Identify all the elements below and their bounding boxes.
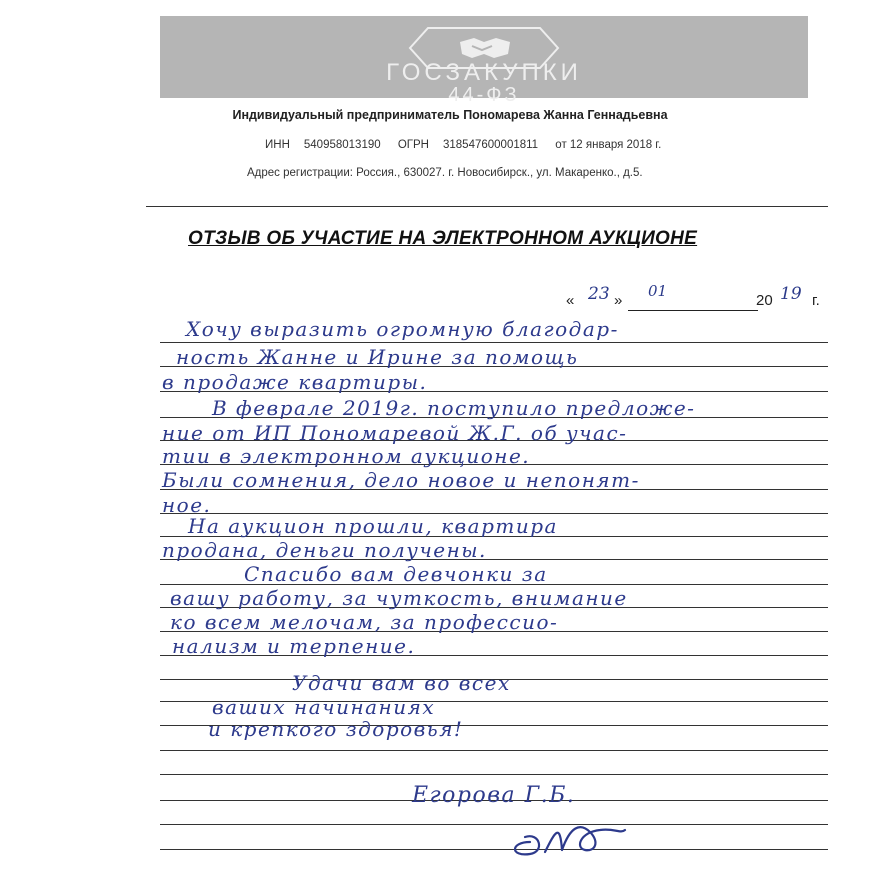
- handwritten-line: Хочу выразить огромную благодар-: [186, 317, 619, 341]
- logo-line1: ГОСЗАКУПКИ: [386, 59, 582, 86]
- ogrn-value: 318547600001811: [443, 139, 539, 151]
- signature-scribble: [500, 812, 640, 862]
- handwritten-line: Были сомнения, дело новое и непонят-: [162, 468, 640, 492]
- handwritten-line: и крепкого здоровья!: [208, 717, 464, 741]
- handwritten-line: В феврале 2019г. поступило предложе-: [212, 396, 696, 420]
- handwritten-line: ность Жанне и Ирине за помощь: [176, 345, 579, 369]
- ruled-line: [160, 774, 828, 775]
- ogrn-date: от 12 января 2018 г.: [555, 139, 662, 151]
- date-month: 01: [648, 282, 668, 300]
- handwritten-line: нализм и терпение.: [172, 634, 416, 658]
- date-day: 23: [588, 284, 610, 304]
- handwritten-line: ние от ИП Пономаревой Ж.Г. об учас-: [162, 421, 628, 445]
- inn-label: ИНН: [265, 139, 290, 151]
- handwritten-line: ное.: [162, 493, 212, 517]
- handwritten-signature-name: Егорова Г.Б.: [412, 783, 576, 808]
- handwritten-line: тии в электронном аукционе.: [162, 444, 531, 468]
- date-close-quote: »: [614, 292, 623, 309]
- ruled-line: [160, 849, 828, 850]
- handwritten-line: в продаже квартиры.: [162, 370, 428, 394]
- handwritten-line: ко всем мелочам, за профессио-: [170, 610, 559, 634]
- date-year-suffix: 19: [780, 284, 802, 304]
- organization-name: Индивидуальный предприниматель Пономарева Жанна Геннадьевна: [232, 108, 668, 122]
- handwritten-line: продана, деньги получены.: [162, 538, 487, 562]
- ruled-line: [160, 342, 828, 343]
- handwritten-line: Удачи вам во всех: [292, 671, 511, 695]
- inn-value: 540958013190: [303, 139, 381, 151]
- logo-line2: 44-ФЗ: [448, 84, 520, 106]
- registration-address: Адрес регистрации: Россия., 630027. г. Новосибирск., ул. Макаренко., д.5.: [247, 167, 643, 179]
- ogrn-label: ОГРН: [397, 139, 429, 151]
- ruled-line: [160, 824, 828, 825]
- handwritten-line: Спасибо вам девчонки за: [244, 562, 548, 586]
- date-year-word: г.: [812, 292, 820, 309]
- document-title: ОТЗЫВ ОБ УЧАСТИЕ НА ЭЛЕКТРОННОМ АУКЦИОНЕ: [188, 228, 698, 249]
- handwritten-line: ваших начинаниях: [212, 695, 436, 719]
- handwritten-line: вашу работу, за чуткость, внимание: [170, 586, 628, 610]
- ruled-line: [160, 750, 828, 751]
- handwritten-line: На аукцион прошли, квартира: [188, 514, 558, 538]
- date-year-prefix: 20: [756, 292, 773, 309]
- date-open-quote: «: [566, 292, 575, 309]
